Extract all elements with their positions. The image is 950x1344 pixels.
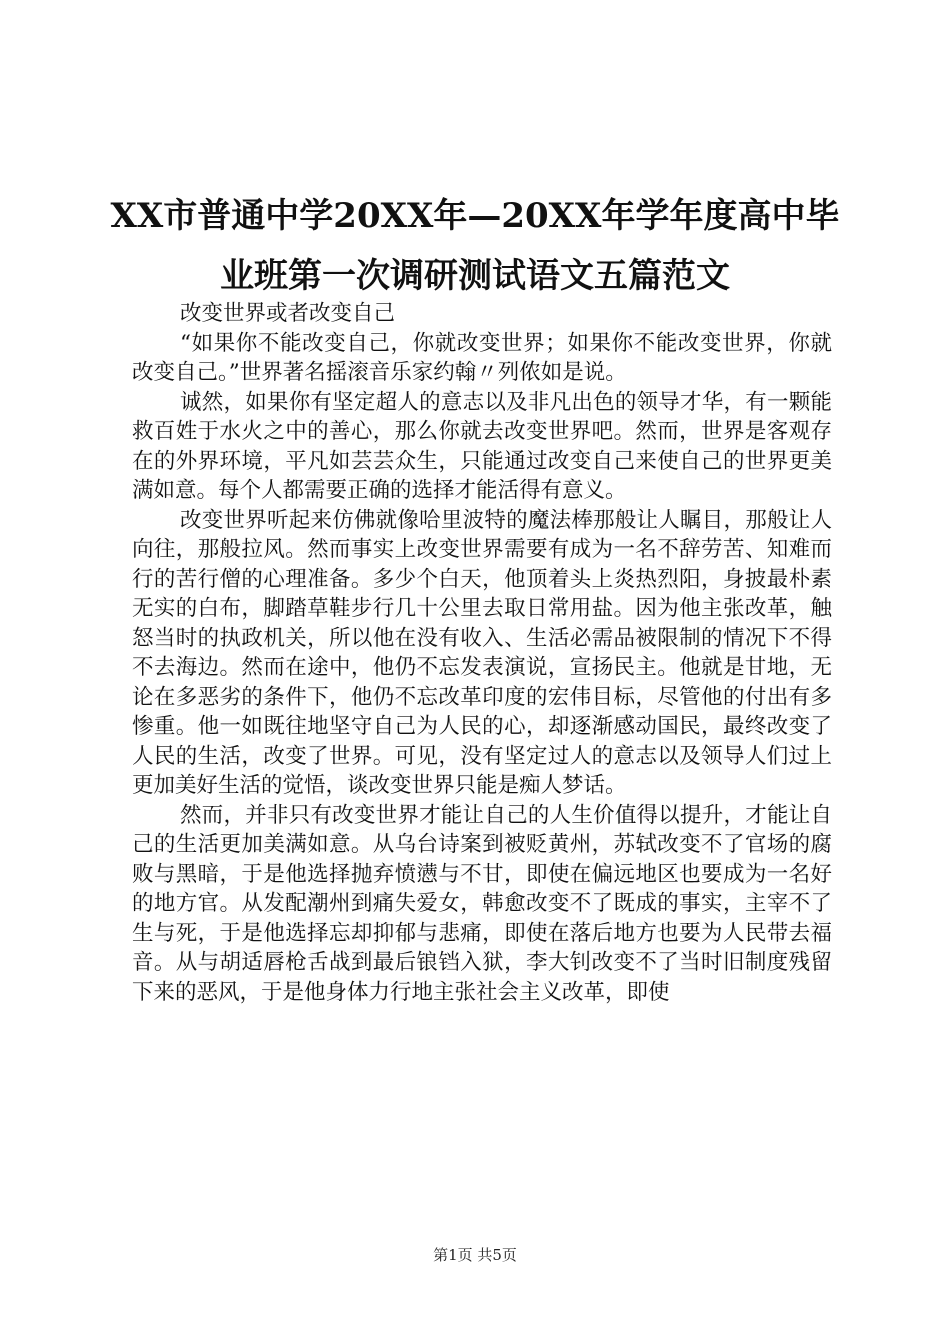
- document-title: [60, 186, 890, 306]
- paragraph: 然而，并非只有改变世界才能让自己的人生价值得以提升，才能让自己的生活更加美满如意。从乌台诗案到被贬黄州，苏轼改变不了官场的腐败与黑暗，于是他选择抛弃愤懑与不甘，即使在偏远地区也要成为一名好的地方官。从发配潮州到痛失爱女，韩愈改变不了既成的事实，主宰不了生与死，于是他选择忘却抑郁与悲痛，即使在落后地方也要为人民带去福音。从与胡适唇枪舌战到最后锒铛入狱，李大钊改变不了当时旧制度残留下来的恶风，于是他身体力行地主张社会主义改革，即使: [132, 802, 832, 1005]
- paragraph: 诚然，如果你有坚定超人的意志以及非凡出色的领导才华，有一颗能救百姓于水火之中的善心，那么你就去改变世界吧。然而，世界是客观存在的外界环境，平凡如芸芸众生，只能通过改变自己来使自己的世界更美满如意。每个人都需要正确的选择才能活得有意义。: [132, 389, 832, 503]
- page-footer: 第1页 共5页: [433, 1246, 517, 1264]
- title-line-1: XX市普通中学20XX年—20XX年学年度高中毕: [110, 196, 840, 236]
- document-body: [132, 299, 832, 1007]
- paragraph: “如果你不能改变自己，你就改变世界；如果你不能改变世界，你就改变自己。”世界著名摇滚音乐家约翰〃列侬如是说。: [132, 330, 832, 385]
- essay-subtitle: 改变世界或者改变自己: [180, 301, 396, 326]
- paragraph: 改变世界听起来仿佛就像哈里波特的魔法棒那般让人瞩目，那般让人向往，那般拉风。然而事实上改变世界需要有成为一名不辞劳苦、知难而行的苦行僧的心理准备。多少个白天，他顶着头上炎热烈阳，身披最朴素无实的白布，脚踏草鞋步行几十公里去取日常用盐。因为他主张改革，触怒当时的执政机关，所以他在没有收入、生活必需品被限制的情况下不得不去海边。然而在途中，他仍不忘发表演说，宣扬民主。他就是甘地，无论在多恶劣的条件下，他仍不忘改革印度的宏伟目标，尽管他的付出有多惨重。他一如既往地坚守自己为人民的心，却逐渐感动国民，最终改变了人民的生活，改变了世界。可见，没有坚定过人的意志以及领导人们过上更加美好生活的觉悟，谈改变世界只能是痴人梦话。: [132, 507, 832, 798]
- title-line-2: 业班第一次调研测试语文五篇范文: [220, 256, 730, 296]
